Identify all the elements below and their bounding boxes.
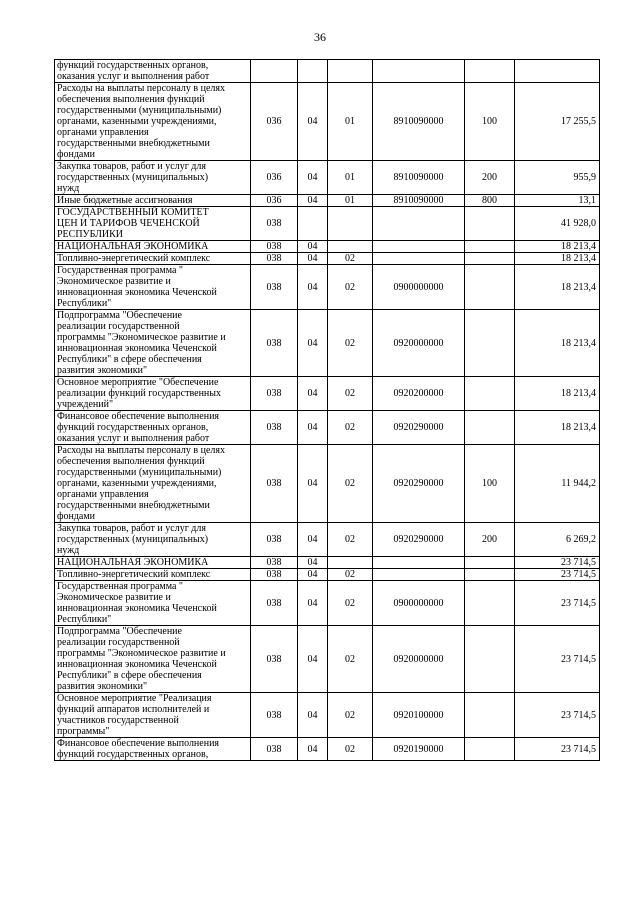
target-article-code-cell	[373, 253, 465, 265]
subsection-code-cell: 02	[328, 693, 373, 738]
expense-type-code-cell	[465, 693, 515, 738]
row-name-line: инновационная экономика Чеченской	[57, 287, 217, 298]
subsection-code-cell: 02	[328, 310, 373, 377]
amount-cell: 17 255,5	[515, 83, 600, 161]
ministry-code-cell: 038	[251, 569, 298, 581]
expense-type-code-cell	[465, 557, 515, 569]
amount-cell: 18 213,4	[515, 265, 600, 310]
subsection-code-cell	[328, 207, 373, 241]
section-code-cell: 04	[298, 265, 328, 310]
row-name-line: ГОСУДАРСТВЕННЫЙ КОМИТЕТ	[57, 207, 209, 218]
target-article-code-cell: 0920000000	[373, 310, 465, 377]
subsection-code-cell: 02	[328, 411, 373, 445]
amount-cell: 18 213,4	[515, 310, 600, 377]
row-name-cell	[55, 738, 251, 761]
row-name-line: государственными (муниципальными)	[57, 105, 222, 116]
row-name-line: инновационная экономика Чеченской	[57, 659, 217, 670]
row-name-line: Государственная программа "	[57, 581, 184, 592]
row-name-line: инновационная экономика Чеченской	[57, 603, 217, 614]
section-code-cell: 04	[298, 241, 328, 253]
row-name-line: развития экономики"	[57, 681, 148, 692]
ministry-code-cell: 038	[251, 265, 298, 310]
expense-type-code-cell: 200	[465, 161, 515, 195]
row-name-line: Топливно-энергетический комплекс	[57, 253, 211, 264]
row-name-line: фондами	[57, 149, 96, 160]
amount-cell: 23 714,5	[515, 693, 600, 738]
row-name-cell	[55, 626, 251, 693]
row-name-cell	[55, 557, 251, 569]
target-article-code-cell: 0920190000	[373, 738, 465, 761]
row-name-line: функций государственных органов,	[57, 422, 209, 433]
expense-type-code-cell	[465, 207, 515, 241]
ministry-code-cell: 038	[251, 557, 298, 569]
row-name-line: Республики" в сфере обеспечения	[57, 670, 202, 681]
target-article-code-cell: 0920290000	[373, 523, 465, 557]
ministry-code-cell: 036	[251, 161, 298, 195]
row-name-line: реализации государственной	[57, 321, 180, 332]
row-name-cell	[55, 265, 251, 310]
row-name-line: Экономическое развитие и	[57, 592, 171, 603]
ministry-code-cell: 036	[251, 83, 298, 161]
row-name-line: Расходы на выплаты персоналу в целях	[57, 83, 225, 94]
table-row	[55, 161, 600, 195]
subsection-code-cell: 02	[328, 253, 373, 265]
ministry-code-cell	[251, 60, 298, 83]
table-row	[55, 411, 600, 445]
row-name-line: оказания услуг и выполнения работ	[57, 433, 210, 444]
amount-cell: 11 944,2	[515, 445, 600, 523]
table-row	[55, 569, 600, 581]
target-article-code-cell: 8910090000	[373, 161, 465, 195]
table-row	[55, 377, 600, 411]
section-code-cell: 04	[298, 83, 328, 161]
expense-type-code-cell: 100	[465, 83, 515, 161]
amount-cell: 23 714,5	[515, 581, 600, 626]
page-number: 36	[314, 30, 326, 44]
table-row	[55, 738, 600, 761]
ministry-code-cell: 038	[251, 581, 298, 626]
expense-type-code-cell	[465, 581, 515, 626]
table-row	[55, 60, 600, 83]
row-name-line: Республики" в сфере обеспечения	[57, 354, 202, 365]
row-name-line: государственными внебюджетными	[57, 500, 210, 511]
row-name-line: фондами	[57, 511, 96, 522]
subsection-code-cell: 02	[328, 265, 373, 310]
table-row	[55, 265, 600, 310]
row-name-line: функций государственных органов,	[57, 749, 209, 760]
row-name-line: Государственная программа "	[57, 265, 184, 276]
section-code-cell: 04	[298, 738, 328, 761]
ministry-code-cell: 038	[251, 411, 298, 445]
row-name-line: Основное мероприятие "Обеспечение	[57, 377, 219, 388]
subsection-code-cell: 01	[328, 83, 373, 161]
row-name-line: обеспечения выполнения функций	[57, 456, 205, 467]
subsection-code-cell: 01	[328, 161, 373, 195]
row-name-line: Финансовое обеспечение выполнения	[57, 411, 220, 422]
subsection-code-cell	[328, 241, 373, 253]
amount-cell	[515, 60, 600, 83]
row-name-line: функций государственных органов,	[57, 60, 209, 71]
expense-type-code-cell	[465, 377, 515, 411]
expense-type-code-cell	[465, 60, 515, 83]
amount-cell: 23 714,5	[515, 557, 600, 569]
section-code-cell: 04	[298, 581, 328, 626]
row-name-line: развития экономики"	[57, 365, 148, 376]
amount-cell: 23 714,5	[515, 738, 600, 761]
row-name-line: инновационная экономика Чеченской	[57, 343, 217, 354]
target-article-code-cell: 0900000000	[373, 265, 465, 310]
row-name-line: Расходы на выплаты персоналу в целях	[57, 445, 225, 456]
section-code-cell: 04	[298, 523, 328, 557]
target-article-code-cell	[373, 207, 465, 241]
row-name-cell	[55, 161, 251, 195]
section-code-cell: 04	[298, 161, 328, 195]
ministry-code-cell: 038	[251, 377, 298, 411]
row-name-line: органами, казенными учреждениями,	[57, 478, 217, 489]
expense-type-code-cell: 200	[465, 523, 515, 557]
table-row	[55, 523, 600, 557]
row-name-line: Финансовое обеспечение выполнения	[57, 738, 220, 749]
budget-table	[54, 59, 600, 761]
row-name-line: органами управления	[57, 489, 149, 500]
section-code-cell: 04	[298, 693, 328, 738]
row-name-cell	[55, 523, 251, 557]
target-article-code-cell	[373, 569, 465, 581]
row-name-cell	[55, 377, 251, 411]
amount-cell: 18 213,4	[515, 411, 600, 445]
subsection-code-cell	[328, 557, 373, 569]
row-name-cell	[55, 195, 251, 207]
table-row	[55, 626, 600, 693]
table-row	[55, 310, 600, 377]
row-name-line: программы"	[57, 726, 110, 737]
row-name-line: Закупка товаров, работ и услуг для	[57, 161, 206, 172]
amount-cell: 18 213,4	[515, 253, 600, 265]
target-article-code-cell	[373, 60, 465, 83]
row-name-line: Основное мероприятие "Реализация	[57, 693, 212, 704]
subsection-code-cell	[328, 60, 373, 83]
row-name-cell	[55, 310, 251, 377]
ministry-code-cell: 038	[251, 253, 298, 265]
target-article-code-cell: 0900000000	[373, 581, 465, 626]
row-name-line: Закупка товаров, работ и услуг для	[57, 523, 206, 534]
table-row	[55, 253, 600, 265]
expense-type-code-cell	[465, 241, 515, 253]
row-name-line: реализации государственной	[57, 637, 180, 648]
row-name-line: нужд	[57, 545, 80, 556]
row-name-cell	[55, 581, 251, 626]
table-row	[55, 557, 600, 569]
amount-cell: 41 928,0	[515, 207, 600, 241]
target-article-code-cell: 0920290000	[373, 411, 465, 445]
ministry-code-cell: 038	[251, 241, 298, 253]
expense-type-code-cell	[465, 738, 515, 761]
row-name-line: оказания услуг и выполнения работ	[57, 71, 210, 82]
target-article-code-cell: 0920000000	[373, 626, 465, 693]
row-name-line: программы "Экономическое развитие и	[57, 648, 226, 659]
subsection-code-cell: 02	[328, 523, 373, 557]
row-name-line: участников государственной	[57, 715, 179, 726]
row-name-line: государственных (муниципальных)	[57, 534, 209, 545]
amount-cell: 18 213,4	[515, 241, 600, 253]
expense-type-code-cell	[465, 411, 515, 445]
ministry-code-cell: 038	[251, 626, 298, 693]
section-code-cell: 04	[298, 377, 328, 411]
row-name-line: реализации функций государственных	[57, 388, 222, 399]
ministry-code-cell: 038	[251, 738, 298, 761]
ministry-code-cell: 036	[251, 195, 298, 207]
ministry-code-cell: 038	[251, 445, 298, 523]
section-code-cell: 04	[298, 195, 328, 207]
row-name-line: Подпрограмма "Обеспечение	[57, 626, 182, 637]
amount-cell: 6 269,2	[515, 523, 600, 557]
row-name-line: государственных (муниципальных)	[57, 172, 209, 183]
row-name-line: программы "Экономическое развитие и	[57, 332, 226, 343]
row-name-line: Экономическое развитие и	[57, 276, 171, 287]
row-name-cell	[55, 83, 251, 161]
section-code-cell: 04	[298, 253, 328, 265]
section-code-cell	[298, 207, 328, 241]
table-row	[55, 195, 600, 207]
section-code-cell: 04	[298, 411, 328, 445]
ministry-code-cell: 038	[251, 693, 298, 738]
table-row	[55, 693, 600, 738]
subsection-code-cell: 02	[328, 377, 373, 411]
subsection-code-cell: 02	[328, 738, 373, 761]
section-code-cell: 04	[298, 569, 328, 581]
expense-type-code-cell	[465, 265, 515, 310]
target-article-code-cell: 0920290000	[373, 445, 465, 523]
row-name-line: РЕСПУБЛИКИ	[57, 229, 124, 240]
table-row	[55, 207, 600, 241]
row-name-cell	[55, 411, 251, 445]
section-code-cell	[298, 60, 328, 83]
row-name-cell	[55, 207, 251, 241]
expense-type-code-cell: 100	[465, 445, 515, 523]
subsection-code-cell: 02	[328, 581, 373, 626]
section-code-cell: 04	[298, 557, 328, 569]
expense-type-code-cell: 800	[465, 195, 515, 207]
ministry-code-cell: 038	[251, 310, 298, 377]
row-name-cell	[55, 241, 251, 253]
expense-type-code-cell	[465, 569, 515, 581]
row-name-line: ЦЕН И ТАРИФОВ ЧЕЧЕНСКОЙ	[57, 218, 200, 229]
ministry-code-cell: 038	[251, 207, 298, 241]
row-name-line: обеспечения выполнения функций	[57, 94, 205, 105]
table-row	[55, 445, 600, 523]
row-name-cell	[55, 60, 251, 83]
expense-type-code-cell	[465, 626, 515, 693]
table-row	[55, 581, 600, 626]
amount-cell: 955,9	[515, 161, 600, 195]
row-name-line: Иные бюджетные ассигнования	[57, 195, 193, 206]
row-name-cell	[55, 569, 251, 581]
row-name-cell	[55, 693, 251, 738]
target-article-code-cell	[373, 557, 465, 569]
subsection-code-cell: 02	[328, 626, 373, 693]
expense-type-code-cell	[465, 310, 515, 377]
row-name-line: функций аппаратов исполнителей и	[57, 704, 210, 715]
ministry-code-cell: 038	[251, 523, 298, 557]
table-row	[55, 83, 600, 161]
subsection-code-cell: 02	[328, 445, 373, 523]
subsection-code-cell: 01	[328, 195, 373, 207]
row-name-line: Топливно-энергетический комплекс	[57, 569, 211, 580]
row-name-line: нужд	[57, 183, 80, 194]
row-name-line: органами управления	[57, 127, 149, 138]
target-article-code-cell: 0920100000	[373, 693, 465, 738]
target-article-code-cell: 0920200000	[373, 377, 465, 411]
row-name-line: государственными (муниципальными)	[57, 467, 222, 478]
target-article-code-cell: 8910090000	[373, 83, 465, 161]
section-code-cell: 04	[298, 310, 328, 377]
row-name-line: Подпрограмма "Обеспечение	[57, 310, 182, 321]
row-name-line: государственными внебюджетными	[57, 138, 210, 149]
subsection-code-cell: 02	[328, 569, 373, 581]
section-code-cell: 04	[298, 445, 328, 523]
row-name-line: учреждений"	[57, 399, 114, 410]
amount-cell: 23 714,5	[515, 569, 600, 581]
row-name-line: Республики"	[57, 298, 112, 309]
expense-type-code-cell	[465, 253, 515, 265]
amount-cell: 23 714,5	[515, 626, 600, 693]
row-name-line: органами, казенными учреждениями,	[57, 116, 217, 127]
amount-cell: 13,1	[515, 195, 600, 207]
row-name-line: НАЦИОНАЛЬНАЯ ЭКОНОМИКА	[57, 241, 209, 252]
row-name-line: НАЦИОНАЛЬНАЯ ЭКОНОМИКА	[57, 557, 209, 568]
row-name-line: Республики"	[57, 614, 112, 625]
table-row	[55, 241, 600, 253]
section-code-cell: 04	[298, 626, 328, 693]
row-name-cell	[55, 253, 251, 265]
target-article-code-cell	[373, 241, 465, 253]
target-article-code-cell: 8910090000	[373, 195, 465, 207]
row-name-cell	[55, 445, 251, 523]
amount-cell: 18 213,4	[515, 377, 600, 411]
